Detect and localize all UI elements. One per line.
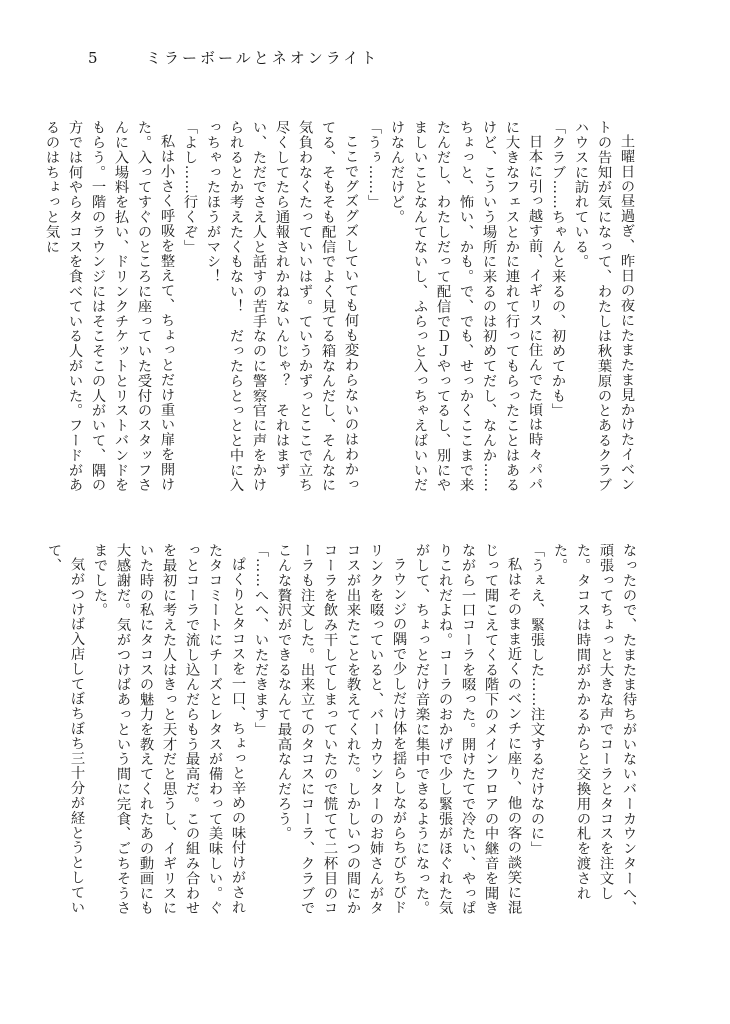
paragraph: ここでグズグズしていても何も変わらないのはわかってる、そもそも配信でよく見てる箱なんだし、そんなに気負わなくたっていいはず。ていうかずっとここで立ち尽くしてたら通報されかねないんじゃ？ それはまずい、ただでさえ人と話すの苦手なのに警察官に声をかけられるとか考えたくもない！ だったらとっとと中に入っちゃったほうがマシ！ (205, 120, 359, 493)
paragraph: 気がつけば入店してぼちぼち三十分が経とうとしていて、 (46, 543, 85, 915)
paragraph: 私は小さく呼吸を整えて、ちょっとだけ重い扉を開けた。入ってすぐのところに座っていた受付のスタッフさんに入場料を払い、ドリンクチケットとリストバンドをもらう。一階のラウンジにはそこそこの人がいて、隅の方では何やらタコスを食べている人がいた。フードがあるのはちょっと気に (44, 120, 175, 493)
upper-text-block (44, 120, 638, 505)
dialogue-line: 「うぅ……」 (366, 120, 382, 210)
dialogue-line: 「……へへ、いただきます」 (253, 543, 269, 737)
dialogue-line: 「うぇえ、緊張した……注文するだけなのに」 (529, 543, 545, 856)
page-number: 5 (88, 49, 98, 67)
dialogue-line: 「クラブ……ちゃんと来るの、初めてかも」 (550, 120, 566, 418)
paragraph: ラウンジの隅で少しだけ体を揺らしながらちびちびドリンクを啜っていると、バーカウンターのお姉さんがタコスが出来たことを教えてくれた。しかしいつの間にかコーラを飲み干してしまっていたので慌てて二杯目のコーラも注文した。出来立てのタコスにコーラ、クラブでこんな贅沢ができるなんて最高なんだろう。 (276, 543, 407, 916)
paragraph: 私はそのまま近くのベンチに座り、他の客の談笑に混じって聞こえてくる階下のメインフロアの中継音を聞きながら一口コーラを啜った。開けたてで冷たい、やっぱりこれだよね。コーラのおかげで少し緊張がほぐれた気がして、ちょっとだけ音楽に集中できるようになった。 (414, 543, 522, 916)
paragraph: ぱくりとタコスを一口、ちょっと辛めの味付けがされたタコミートにチーズとレタスが備わって美味しい。ぐっとコーラで流し込んだらもう最高だ。この組み合わせを最初に考えた人はきっと天才だと思うし、イギリスにいた時の私にタコスの魅力を教えてくれたあの動画にも大感謝だ。気がつけばあっという間に完食、ごちそうさまでした。 (92, 543, 246, 916)
paragraph: 土曜日の昼過ぎ、昨日の夜にたまたま見かけたイベントの告知が気になって、わたしは秋葉原のとあるクラブハウスに訪れている。 (573, 120, 635, 493)
paragraph: 日本に引っ越す前、イギリスに住んでた頃は時々パパに大きなフェスとかに連れて行ってもらったことはあるけど、こういう場所に来るのは初めてだし、なんか……ちょっと、怖い、かも。で、でも、せっかくここまで来たんだし、わたしだって配信でＤＪやってるし、別にやましいことなんてないし、ふらっと入っちゃえばいいだけなんだけど。 (389, 120, 543, 493)
lower-text-block (46, 543, 640, 928)
dialogue-line: 「よし……行くぞ」 (182, 120, 198, 255)
paragraph-continued: なったので、たまたま待ちがいないバーカウンターへ、頑張ってちょっと大きな声でコーラとタコスを注文した。タコスは時間がかかるからと交換用の札を渡された。 (552, 543, 637, 916)
running-title: ミラーボールとネオンライト (146, 49, 380, 67)
